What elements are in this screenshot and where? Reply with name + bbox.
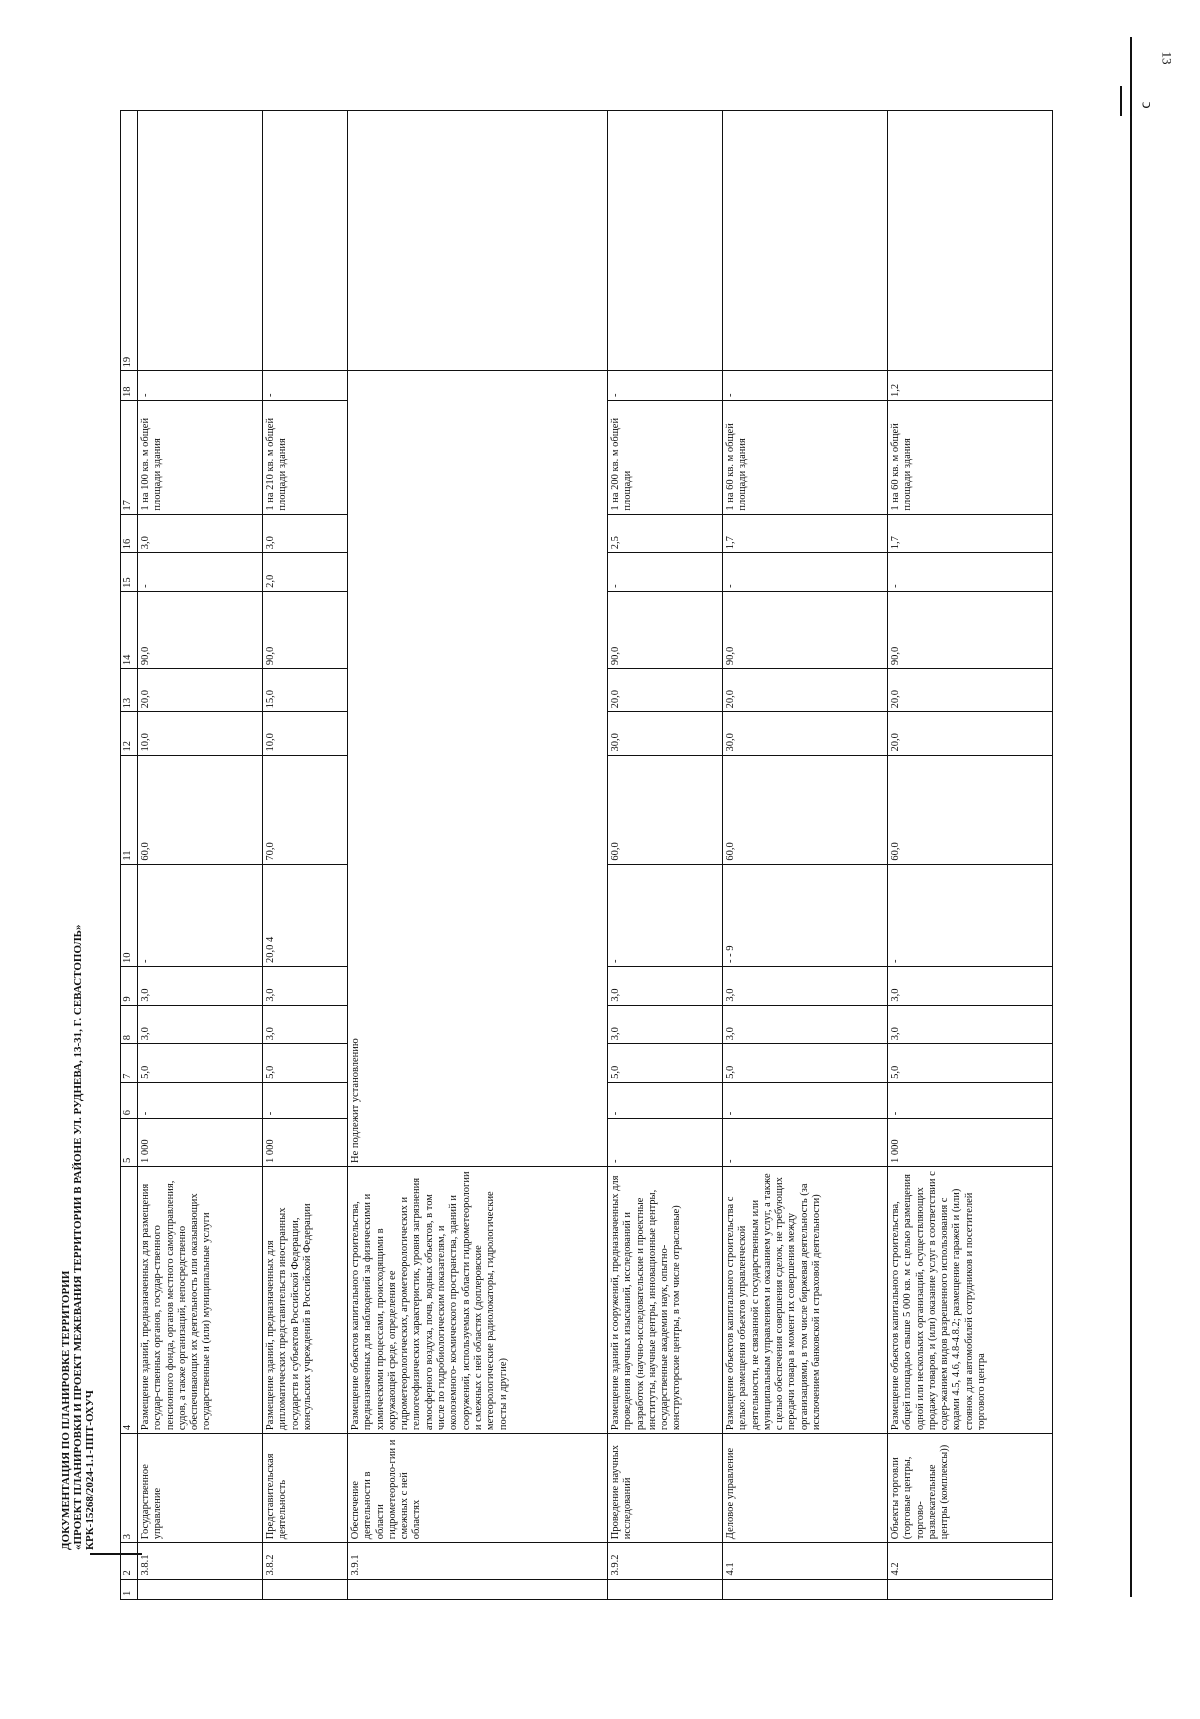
cell-c16: 1,7 (723, 514, 888, 553)
table-row (608, 111, 723, 1600)
row-name: Государственное управление (138, 1434, 263, 1543)
cell-c17: 1 на 60 кв. м общей площади здания (723, 400, 888, 514)
cell-c15: - (723, 553, 888, 592)
table-row (348, 111, 608, 1600)
cell-c18: - (138, 371, 263, 401)
cell-c8: 3,0 (263, 1005, 348, 1044)
cell-c12: 30,0 (608, 712, 723, 755)
cell-c15: - (888, 553, 1053, 592)
column-header: 17 (121, 400, 138, 514)
column-header: 6 (121, 1082, 138, 1118)
cell-c8: 3,0 (888, 1005, 1053, 1044)
cell-c7: 5,0 (608, 1044, 723, 1083)
right-margin-rule (1130, 37, 1132, 1597)
cell-c8: 3,0 (608, 1005, 723, 1044)
cell-c17: 1 на 60 кв. м общей площади здания (888, 400, 1053, 514)
cell-c15: - (138, 553, 263, 592)
cell-c6: - (138, 1082, 263, 1118)
row-index-cell (608, 1579, 723, 1599)
row-description: Размещение объектов капитального строительства, общей площадью свыше 5 000 кв. м с целью размещения одной или нескольких организаций, осуществляющих продажу товаров, и (или) оказание услуг в соответствии с содер-жанием видов разрешенного использования с кодами 4.5, 4.6, 4.8-4.8.2; размещение гаражей и (или) стоянок для автомобилей сотрудников и посетителей торгового центра (888, 1166, 1053, 1433)
cell-c9: 3,0 (138, 966, 263, 1005)
cell-c17: 1 на 210 кв. м общей площади здания (263, 400, 348, 514)
cell-c15: 2,0 (263, 553, 348, 592)
cell-c8: 3,0 (723, 1005, 888, 1044)
cell-c19 (138, 111, 263, 371)
cell-c19 (888, 111, 1053, 371)
cell-c12: 20,0 (888, 712, 1053, 755)
row-index-cell (348, 1579, 608, 1599)
cell-c7: 5,0 (263, 1044, 348, 1083)
column-header: 7 (121, 1044, 138, 1083)
cell-c7: 5,0 (888, 1044, 1053, 1083)
cell-c13: 20,0 (723, 669, 888, 712)
header-line-3: КРК-15268/2024-1.1-ППТ-ОХУЧ (84, 1390, 96, 1550)
row-code: 3.9.1 (348, 1543, 608, 1579)
row-description: Размещение объектов капитального строительства с целью: размещения объектов управленческой деятельности, не связанной с государственным или муниципальным управлением и оказанием услуг, а также с целью обеспечения совершения сделок, не требующих передачи товара в момент их совершения между организациями, в том числе биржевая деятельность (за исключением банковской и страховой деятельности) (723, 1166, 888, 1433)
row-code: 4.2 (888, 1543, 1053, 1579)
cell-c6: - (888, 1082, 1053, 1118)
cell-c7: 5,0 (723, 1044, 888, 1083)
column-header: 3 (121, 1434, 138, 1543)
table-row (888, 111, 1053, 1600)
row-name: Проведение научных исследований (608, 1434, 723, 1543)
column-header: 1 (121, 1579, 138, 1599)
cell-c13: 20,0 (608, 669, 723, 712)
cell-c19 (723, 111, 888, 371)
table-row (138, 111, 263, 1600)
cell-c15: - (608, 553, 723, 592)
cell-c11: 60,0 (138, 755, 263, 864)
row-code: 3.8.1 (138, 1543, 263, 1579)
column-header: 5 (121, 1119, 138, 1167)
row-name: Деловое управление (723, 1434, 888, 1543)
regulations-table (120, 110, 1053, 1600)
cell-c13: 20,0 (888, 669, 1053, 712)
cell-c5: 1 000 (888, 1119, 1053, 1167)
cell-c11: 70,0 (263, 755, 348, 864)
cell-c17: 1 на 200 кв. м общей площади (608, 400, 723, 514)
row-index-cell (888, 1579, 1053, 1599)
cell-c14: 90,0 (723, 591, 888, 668)
cell-c13: 15,0 (263, 669, 348, 712)
cell-c10: 20,0 4 (263, 864, 348, 966)
cell-c6: - (723, 1082, 888, 1118)
column-header: 10 (121, 864, 138, 966)
column-header: 9 (121, 966, 138, 1005)
cell-c16: 3,0 (138, 514, 263, 553)
cell-c11: 60,0 (723, 755, 888, 864)
cell-c11: 60,0 (888, 755, 1053, 864)
cell-c8: 3,0 (138, 1005, 263, 1044)
cell-c12: 10,0 (138, 712, 263, 755)
row-index-cell (263, 1579, 348, 1599)
cell-c19 (263, 111, 348, 371)
cell-c18: - (723, 371, 888, 401)
corner-mark: ↄ (1138, 101, 1156, 109)
cell-c12: 10,0 (263, 712, 348, 755)
cell-c10: - (888, 864, 1053, 966)
table-row (263, 111, 348, 1600)
cell-c18: - (608, 371, 723, 401)
cell-c13: 20,0 (138, 669, 263, 712)
cell-c14: 90,0 (608, 591, 723, 668)
column-number-row (121, 111, 138, 1600)
row-description: Размещение зданий и сооружений, предназначенных для проведения научных изысканий, исследований и разработок (научно-исследовательские и проектные институты, научные центры, инновационные центры, государственные академии наук, опытно-конструкторские центры, в том числе отраслевые) (608, 1166, 723, 1433)
cell-c9: 3,0 (723, 966, 888, 1005)
cell-c14: 90,0 (138, 591, 263, 668)
cell-c10: - - 9 (723, 864, 888, 966)
cell-c6: - (263, 1082, 348, 1118)
cell-c6: - (608, 1082, 723, 1118)
column-header: 18 (121, 371, 138, 401)
merged-cell: Не подлежит установлению (348, 371, 608, 1167)
header-line-2: «ПРОЕКТ ПЛАНИРОВКИ И ПРОЕКТ МЕЖЕВАНИЯ ТЕРРИТОРИИ В РАЙОНЕ УЛ. РУДНЕВА, 13-31, Г. СЕВАСТОПОЛЬ» (72, 924, 84, 1550)
cell-c9: 3,0 (608, 966, 723, 1005)
cell-c7: 5,0 (138, 1044, 263, 1083)
cell-c10: - (608, 864, 723, 966)
cell-c16: 1,7 (888, 514, 1053, 553)
row-description: Размещение зданий, предназначенных для дипломатических представительств иностранных государств и субъектов Российской Федерации, консульских учреждений в Российской Федерации (263, 1166, 348, 1433)
row-code: 4.1 (723, 1543, 888, 1579)
column-header: 2 (121, 1543, 138, 1579)
row-index-cell (138, 1579, 263, 1599)
cell-c17: 1 на 100 кв. м общей площади здания (138, 400, 263, 514)
row-name: Представительская деятельность (263, 1434, 348, 1543)
cell-c16: 3,0 (263, 514, 348, 553)
cell-c18: - (263, 371, 348, 401)
column-header: 4 (121, 1166, 138, 1433)
row-index-cell (723, 1579, 888, 1599)
cell-c18: 1,2 (888, 371, 1053, 401)
cell-c5: - (723, 1119, 888, 1167)
cell-c14: 90,0 (888, 591, 1053, 668)
row-code: 3.8.2 (263, 1543, 348, 1579)
cell-c19 (608, 111, 723, 371)
regulations-table-wrapper (120, 110, 1100, 1600)
document-header (60, 620, 96, 1550)
cell-c14: 90,0 (263, 591, 348, 668)
column-header: 19 (121, 111, 138, 371)
column-header: 13 (121, 669, 138, 712)
cell-c10: - (138, 864, 263, 966)
cell-c12: 30,0 (723, 712, 888, 755)
page-number: 13 (1159, 51, 1175, 65)
column-header: 15 (121, 553, 138, 592)
row-name: Обеспечение деятельности в области гидрометеороло-гии и смежных с ней областях (348, 1434, 608, 1543)
column-header: 16 (121, 514, 138, 553)
column-header: 11 (121, 755, 138, 864)
right-margin-rule-short (1120, 86, 1122, 116)
cell-c9: 3,0 (888, 966, 1053, 1005)
header-line-1: ДОКУМЕНТАЦИЯ ПО ПЛАНИРОВКЕ ТЕРРИТОРИИ (60, 1270, 72, 1550)
row-code: 3.9.2 (608, 1543, 723, 1579)
row-description: Размещение зданий, предназначенных для размещения государ-ственных органов, государ-ственного пенсионного фонда, органов местного самоуправления, судов, а также организаций, непосредственно обеспечивающих их деятельность или оказывающих государственные и (или) муниципальные услуги (138, 1166, 263, 1433)
column-header: 8 (121, 1005, 138, 1044)
row-name: Объекты торговли (торговые центры, торгово-развлекательные центры (комплексы)) (888, 1434, 1053, 1543)
cell-c11: 60,0 (608, 755, 723, 864)
table-row (723, 111, 888, 1600)
cell-c5: - (608, 1119, 723, 1167)
cell-c9: 3,0 (263, 966, 348, 1005)
cell-c5: 1 000 (138, 1119, 263, 1167)
cell-c5: 1 000 (263, 1119, 348, 1167)
cell-c16: 2,5 (608, 514, 723, 553)
cell-c19 (348, 111, 608, 371)
row-description: Размещение объектов капитального строительства, предназначенных для наблюдений за физическими и химическими процессами, происходящими в окружающей среде, определения ее гидрометеорологических, агрометеорологических и гелиогеофизических характеристик, уровня загрязнения атмосферного воздуха, почв, водных объектов, в том числе по гидробиологическим показателям, и околоземного- космического пространства, зданий и сооружений, используемых в области гидрометеорологии и смежных с ней областях (доплеровские метеорологические радиолокаторы, гидрологические посты и другие) (348, 1166, 608, 1433)
column-header: 14 (121, 591, 138, 668)
column-header: 12 (121, 712, 138, 755)
